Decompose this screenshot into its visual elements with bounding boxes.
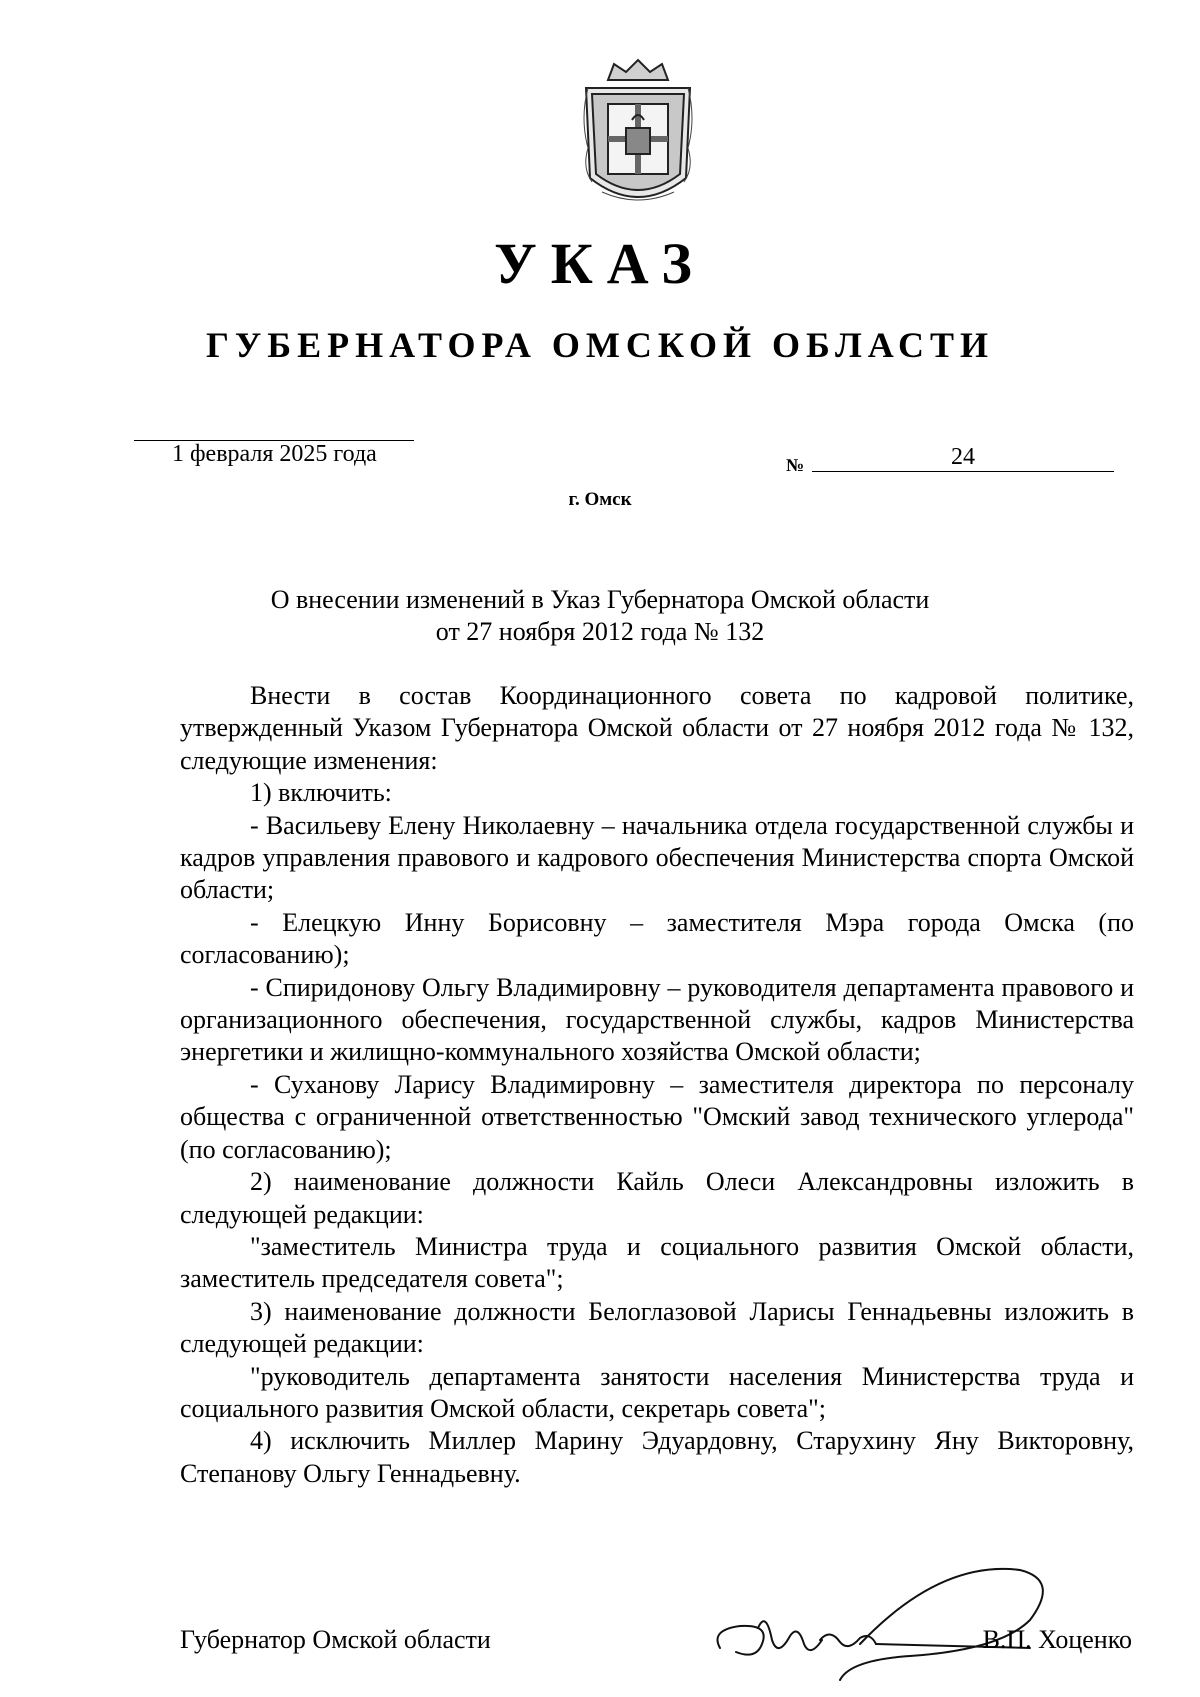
- document-subtitle: ГУБЕРНАТОРА ОМСКОЙ ОБЛАСТИ: [205, 325, 995, 365]
- body-item-1d: - Суханову Ларису Владимировну – заместителя директора по персоналу общества с ограниченной ответственностью "Омский завод технического углерода" (по согласованию);: [180, 1069, 1134, 1164]
- decree-body: [180, 680, 1134, 1490]
- body-item-1a: - Васильеву Елену Николаевну – начальника отдела государственной службы и кадров управления правового и кадрового обеспечения Министерства спорта Омской области;: [180, 810, 1134, 905]
- decree-number: 24: [951, 444, 975, 470]
- body-item-2-text: "заместитель Министра труда и социального развития Омской области, заместитель председателя совета";: [180, 1231, 1134, 1294]
- heading-line-2: от 27 ноября 2012 года № 132: [435, 617, 765, 646]
- decree-date: 1 февраля 2025 года: [172, 441, 377, 467]
- city-label: г. Омск: [568, 489, 632, 510]
- body-item-3: 3) наименование должности Белоглазовой Ларисы Геннадьевны изложить в следующей редакции:: [180, 1296, 1134, 1359]
- body-item-1: 1) включить:: [250, 778, 392, 808]
- body-item-1c: - Спиридонову Ольгу Владимировну – руководителя департамента правового и организационного обеспечения, государственной службы, кадров Министерства энергетики и жилищно-коммунального хозяйства Омской области;: [180, 972, 1134, 1067]
- number-label: №: [786, 455, 805, 475]
- body-item-3-text: "руководитель департамента занятости населения Министерства труда и социального развития Омской области, секретарь совета";: [180, 1361, 1134, 1423]
- number-underline: [812, 471, 1114, 472]
- decree-heading: [0, 584, 1200, 648]
- heading-line-1: О внесении изменений в Указ Губернатора Омской области: [270, 585, 930, 614]
- body-item-2: 2) наименование должности Кайль Олеси Александровны изложить в следующей редакции:: [180, 1167, 1134, 1229]
- signatory-position: Губернатор Омской области: [180, 1625, 491, 1654]
- body-item-1b: - Елецкую Инну Борисовну – заместителя Мэра города Омска (по согласованию);: [180, 907, 1134, 970]
- omsk-coat-of-arms-icon: [578, 58, 698, 210]
- signatory-name: В.П. Хоценко: [982, 1625, 1132, 1654]
- handwritten-signature-icon: [700, 1540, 1060, 1690]
- document-title: УКАЗ: [494, 231, 706, 296]
- body-intro: Внести в состав Координационного совета по кадровой политике, утвержденный Указом Губернатора Омской области от 27 ноября 2012 года № 132, следующие изменения:: [180, 681, 1134, 775]
- body-item-4: 4) исключить Миллер Марину Эдуардовну, Старухину Яну Викторовну, Степанову Ольгу Геннадьевну.: [180, 1426, 1134, 1488]
